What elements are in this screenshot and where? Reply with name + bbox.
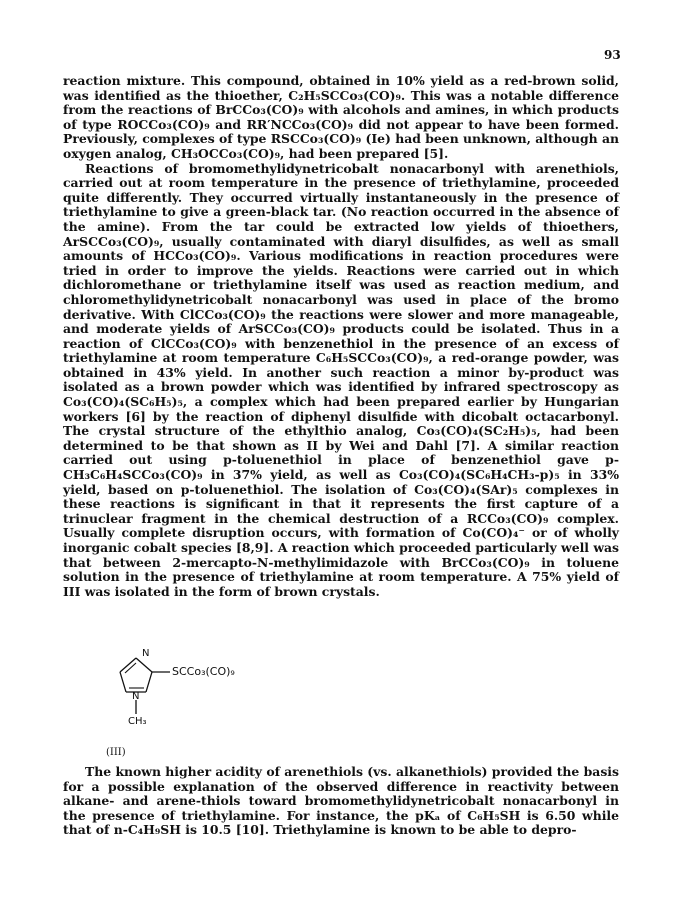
compound-label: (III) [106,747,126,758]
ring-nitrogen-bottom: N [132,691,140,702]
substituent-label: SCCo₃(CO)₉ [172,665,235,678]
ring-nitrogen-top: N [142,648,150,659]
body-text-bottom [63,765,619,838]
methyl-label: CH₃ [128,716,147,727]
page-number: 93 [604,48,621,62]
chemical-structure-III [108,648,308,768]
paragraph-1: reaction mixture. This compound, obtained in 10% yield as a red-brown solid, was identified as the thioether, C₂H₅SCCo₃(CO)₉. This was a notable difference from the reactions of BrCCo₃(CO)₉ with alcohols and amines, in which products of type ROCCo₃(CO)₉ and RR′NCCo₃(CO)₉ did not appear to have been formed. Previously, complexes of type RSCCo₃(CO)₉ (Ie) had been unknown, although an oxygen analog, CH₃OCCo₃(CO)₉, had been prepared [5]. [63,73,619,161]
paragraph-2: Reactions of bromomethylidynetricobalt nonacarbonyl with arenethiols, carried out at room temperature in the presence of triethylamine, proceeded quite differently. They occurred virtually instantaneously in the presence of triethylamine to give a green-black tar. (No reaction occurred in the absence of the amine). From the tar could be extracted low yields of thioethers, ArSCCo₃(CO)₉, usually contaminated with diaryl disulfides, as well as small amounts of HCCo₃(CO)₉. Various modifications in reaction procedures were tried in order to improve the yields. Reactions were carried out in which dichloromethane or triethylamine itself was used as reaction medium, and chloromethylidynetricobalt nonacarbonyl was used in place of the bromo derivative. With ClCCo₃(CO)₉ the reactions were slower and more manageable, and moderate yields of ArSCCo₃(CO)₉ products could be isolated. Thus in a reaction of ClCCo₃(CO)₉ with benzenethiol in the presence of an excess of triethylamine at room temperature C₆H₅SCCo₃(CO)₉, a red-orange powder, was obtained in 43% yield. In another such reaction a minor by-product was isolated as a brown powder which was identified by infrared spectroscopy as Co₃(CO)₄(SC₆H₅)₅, a complex which had been prepared earlier by Hungarian workers [6] by the reaction of diphenyl disulfide with dicobalt octacarbonyl. The crystal structure of the ethylthio analog, Co₃(CO)₄(SC₂H₅)₅, had been determined to be that shown as II by Wei and Dahl [7]. A similar reaction carried out using p-toluenethiol in place of benzenethiol gave p-CH₃C₆H₄SCCo₃(CO)₉ in 37% yield, as well as Co₃(CO)₄(SC₆H₄CH₃-p)₅ in 33% yield, based on p-toluenethiol. The isolation of Co₃(CO)₄(SAr)₅ complexes in these reactions is significant in that it represents the first capture of a trinuclear fragment in the chemical destruction of a RCCo₃(CO)₉ complex. Usually complete disruption occurs, with formation of Co(CO)₄⁻ or of wholly inorganic cobalt species [8,9]. A reaction which proceeded particularly well was that between 2-mercapto-N-methylimidazole with BrCCo₃(CO)₉ in toluene solution in the presence of triethylamine at room temperature. A 75% yield of III was isolated in the form of brown crystals. [63,160,619,599]
body-text-top [63,74,619,599]
paragraph-3: The known higher acidity of arenethiols (vs. alkanethiols) provided the basis for a possible explanation of the observed difference in reactivity between alkane- and arene-thiols toward bromomethylidynetricobalt nonacarbonyl in the presence of triethylamine. For instance, the pKₐ of C₆H₅SH is 6.50 while that of n-C₄H₉SH is 10.5 [10]. Triethylamine is known to be able to depro- [63,764,619,838]
